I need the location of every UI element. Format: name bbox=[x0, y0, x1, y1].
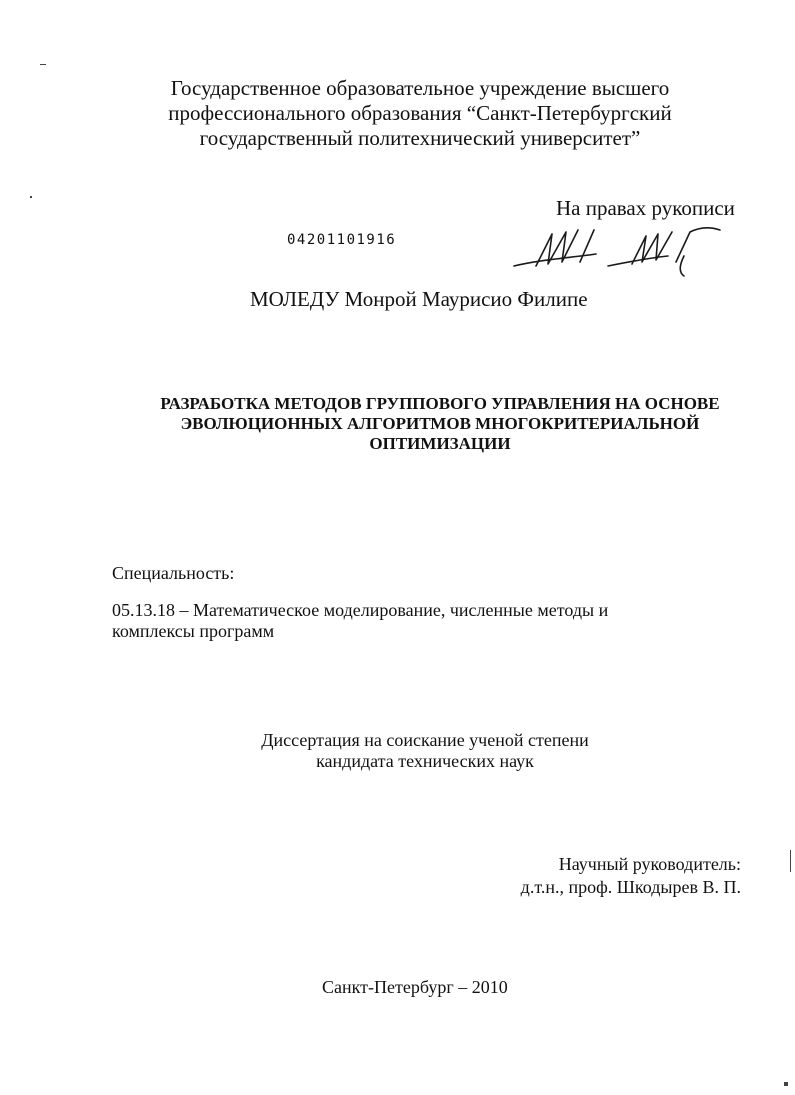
handwritten-signature bbox=[508, 222, 724, 278]
supervisor-block bbox=[460, 853, 741, 899]
specialty-line: комплексы программ bbox=[112, 621, 275, 641]
city-year: Санкт-Петербург – 2010 bbox=[322, 977, 508, 997]
institution-line: профессионального образования “Санкт-Петербургский bbox=[168, 101, 672, 125]
supervisor-name: д.т.н., проф. Шкодырев В. П. bbox=[520, 877, 741, 897]
scan-speck bbox=[784, 1082, 788, 1086]
author-name: МОЛЕДУ Монрой Маурисио Филипе bbox=[250, 287, 588, 311]
scan-speck bbox=[30, 196, 32, 198]
degree-line: Диссертация на соискание ученой степени bbox=[261, 730, 589, 750]
institution-line: государственный политехнический университет” bbox=[199, 126, 641, 150]
document-number: 04201101916 bbox=[287, 232, 397, 248]
institution-line: Государственное образовательное учреждение высшего bbox=[170, 76, 670, 100]
specialty-label: Специальность: bbox=[112, 563, 235, 583]
thesis-title bbox=[130, 394, 750, 454]
specialty-line: 05.13.18 – Математическое моделирование, численные методы и bbox=[112, 600, 609, 620]
title-line: ОПТИМИЗАЦИИ bbox=[369, 434, 511, 453]
institution-name bbox=[150, 76, 690, 151]
scan-speck bbox=[790, 850, 791, 872]
rights-note: На правах рукописи bbox=[556, 196, 735, 220]
degree-line: кандидата технических наук bbox=[316, 751, 534, 771]
supervisor-label: Научный руководитель: bbox=[558, 854, 741, 874]
specialty-value bbox=[112, 600, 672, 642]
scan-speck bbox=[40, 64, 46, 65]
title-line: РАЗРАБОТКА МЕТОДОВ ГРУППОВОГО УПРАВЛЕНИЯ НА ОСНОВЕ bbox=[160, 394, 720, 413]
title-line: ЭВОЛЮЦИОННЫХ АЛГОРИТМОВ МНОГОКРИТЕРИАЛЬНОЙ bbox=[180, 414, 700, 433]
degree-statement bbox=[225, 730, 625, 772]
